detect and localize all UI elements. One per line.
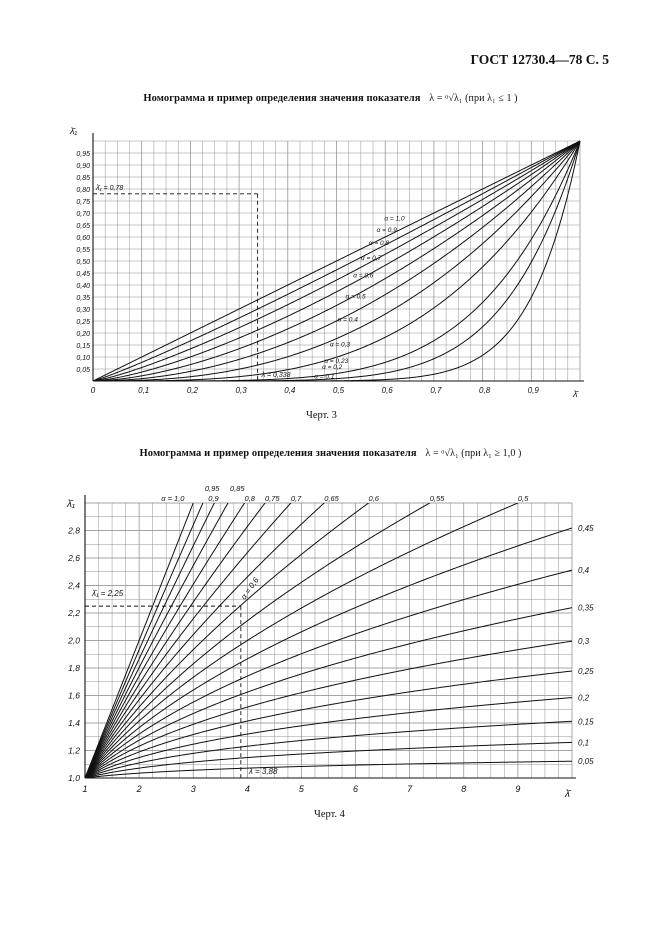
series-label: 0,9 [208,494,219,503]
y-tick-label: 1,8 [68,663,80,673]
y-tick-label: 1,6 [68,690,80,701]
x-tick-label: 0,2 [186,386,198,395]
y-tick-label: 0,20 [76,331,90,338]
series-label: α = 0,1 [314,373,335,381]
chart4-caption: Черт. 4 [314,809,345,820]
series-label: 0,05 [578,757,594,767]
y-tick-label: 1,2 [68,745,80,756]
y-tick-label: 0,50 [76,259,90,266]
example-alpha-label: α = 0,6 [239,575,261,602]
series-label: α = 0,23 [324,357,349,365]
x-tick-label: 9 [515,784,521,794]
x-tick-label: 0,1 [138,386,150,395]
series-label: α = 0,3 [329,341,351,349]
example-lambda-label: λ = 3,88 [248,767,278,776]
x-tick-label: 0,3 [235,386,247,395]
x-tick-label: 1 [82,784,88,794]
y-tick-label: 0,15 [76,343,90,350]
series-label: 0,8 [244,494,255,503]
x-tick-label: 0,5 [332,386,345,395]
series-label: 0,75 [265,494,280,503]
chart4-title-text: Номограмма и пример определения значения показателя [139,448,417,459]
y-tick-label: 2,0 [68,635,80,646]
x-tick-label: 5 [298,784,304,794]
y-tick-label: 0,90 [76,163,90,170]
x-tick-label: 0,7 [430,386,442,395]
series-label: 0,65 [324,494,339,503]
x-tick-label: 0 [90,386,96,395]
series-label: 0,1 [578,738,590,748]
series-label: 0,25 [578,666,594,676]
chart3-title-text: Номограмма и пример определения значения показателя [143,93,421,104]
x-tick-label: 2 [136,784,142,794]
y-tick-label: 0,30 [76,307,90,314]
series-label: 0,2 [578,693,590,703]
x-tick-label: 7 [407,784,413,794]
x-tick-label: 0,4 [284,386,296,395]
y-tick-label: 0,10 [76,355,90,362]
x-axis-label: λ̄ [573,389,578,399]
x-tick-label: 8 [461,784,467,794]
y-tick-label: 0,85 [76,175,90,182]
page-header: ГОСТ 12730.4—78 С. 5 [470,52,609,67]
series-label: 0,5 [517,494,529,503]
x-tick-label: 0,8 [479,386,491,395]
series-label: α = 1,0 [161,494,185,503]
y-axis-label: λ̄₁ [70,126,78,136]
y-tick-label: 0,25 [76,319,90,326]
y-tick-label: 2,2 [68,608,80,618]
y-tick-label: 2,6 [68,553,80,563]
series-label: α = 0,7 [361,254,382,262]
series-label: α = 0,4 [337,316,358,324]
y-axis-label: λ̄₁ [67,499,76,510]
y-tick-label: 0,95 [76,151,90,158]
y-tick-label: 1,0 [68,773,80,783]
series-label: 0,3 [578,637,590,647]
series-label: 0,15 [578,717,594,727]
x-tick-label: 0,9 [527,386,539,395]
example-lambda1-label: λ̄₁ = 0,78 [96,184,124,192]
series-label: 0,45 [578,523,594,533]
y-tick-label: 0,75 [76,199,90,206]
example-lambda1-label: λ̄₁ = 2,25 [92,589,124,599]
y-tick-label: 2,4 [68,580,80,591]
x-tick-label: 0,6 [381,386,393,395]
series-label: 0,35 [578,603,594,613]
series-label: α = 1,0 [384,215,405,223]
x-tick-label: 3 [190,784,196,794]
series-label: α = 0,8 [368,239,389,247]
x-tick-label: 4 [244,784,250,794]
series-label: 0,6 [368,494,379,503]
y-tick-label: 0,35 [76,295,90,302]
y-tick-label: 0,45 [76,271,90,278]
series-label: 0,85 [229,484,245,493]
y-tick-label: 0,55 [76,247,90,254]
y-tick-label: 0,60 [76,235,90,242]
example-lambda-label: λ = 0,338 [261,372,291,379]
y-tick-label: 0,80 [76,187,90,194]
series-label: α = 0,6 [353,272,374,280]
chart3-formula: λ = ᵅ√λ₁ (при λ₁ ≤ 1 ) [429,93,518,104]
x-axis-label: λ̄ [565,789,570,800]
chart3-caption: Черт. 3 [306,410,337,421]
y-tick-label: 0,40 [76,283,90,290]
y-tick-label: 2,8 [68,525,80,536]
series-label: 0,4 [578,566,590,576]
series-label: α = 0,5 [345,293,366,301]
series-label: 0,95 [204,484,220,493]
y-tick-label: 0,05 [76,367,90,374]
chart4-formula: λ = ᵅ√λ₁ (при λ₁ ≥ 1,0 ) [425,448,522,459]
series-label: 0,55 [429,494,445,503]
x-tick-label: 6 [353,784,359,794]
y-tick-label: 0,70 [76,211,90,218]
series-label: α = 0,2 [322,363,343,371]
y-tick-label: 0,65 [76,223,90,230]
series-label: 0,7 [290,494,302,503]
series-label: α = 0,9 [376,226,397,234]
y-tick-label: 1,4 [68,718,80,728]
